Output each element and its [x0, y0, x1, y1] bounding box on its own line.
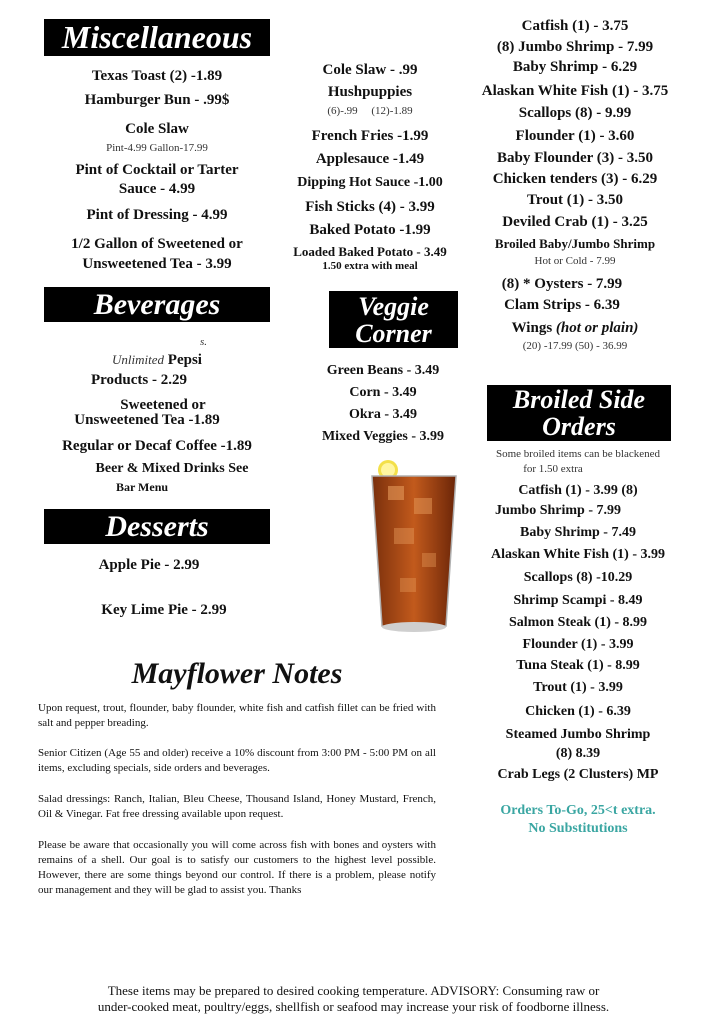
menu-item: Bar Menu: [115, 480, 169, 494]
menu-item: Green Beans - 3.49: [326, 363, 440, 378]
menu-item: Alaskan White Fish (1) - 3.99: [491, 547, 665, 562]
menu-item: Unsweetened Tea -1.89: [74, 412, 220, 428]
menu-item: Sauce - 4.99: [118, 181, 196, 197]
menu-item: Salmon Steak (1) - 8.99: [508, 615, 648, 630]
menu-item: Beer & Mixed Drinks See: [95, 461, 249, 476]
menu-item: Chicken tenders (3) - 6.29: [492, 171, 658, 187]
menu-item: Regular or Decaf Coffee -1.89: [62, 438, 252, 454]
menu-item: Chicken (1) - 6.39: [525, 704, 631, 719]
menu-item: Applesauce -1.49: [315, 151, 425, 167]
menu-item: 1/2 Gallon of Sweetened or: [71, 236, 243, 252]
menu-item: Baby Shrimp - 7.49: [520, 525, 636, 540]
menu-item: Baked Potato -1.99: [309, 222, 431, 238]
pepsi-line: [44, 351, 270, 369]
advisory-line: under-cooked meat, poultry/eggs, shellfish or seafood may increase your risk of foodborne illness.: [97, 999, 610, 1014]
beverages-header: Beverages: [44, 287, 270, 322]
menu-item: Loaded Baked Potato - 3.49: [293, 244, 447, 259]
blackened-note: Some broiled items can be blackened: [495, 448, 661, 460]
menu-item: Crab Legs (2 Clusters) MP: [497, 767, 659, 782]
menu-item: Trout (1) - 3.99: [533, 680, 623, 695]
advisory-line: These items may be prepared to desired cooking temperature. ADVISORY: Consuming raw or: [107, 983, 600, 998]
broiled-title: Broiled Side: [512, 385, 646, 414]
wings-prices: (20) -17.99 (50) - 36.99: [522, 340, 628, 352]
note-paragraph: Salad dressings: Ranch, Italian, Bleu Cheese, Thousand Island, Honey Mustard, French, Oil & Vinegar. Fat free dressing available upon request.: [38, 793, 436, 820]
menu-item: Corn - 3.49: [349, 385, 417, 400]
menu-item: Flounder (1) - 3.99: [522, 637, 634, 652]
miscellaneous-header: Miscellaneous: [44, 19, 270, 56]
menu-item: Jumbo Shrimp - 7.99: [494, 503, 622, 518]
desserts-header: Desserts: [44, 509, 270, 544]
menu-item: (8) 8.39: [555, 746, 601, 761]
menu-item: Broiled Baby/Jumbo Shrimp: [494, 236, 656, 251]
stray-text: s.: [200, 336, 208, 348]
iced-tea-glass-image: [364, 458, 464, 634]
menu-item: (8) * Oysters - 7.99: [501, 276, 623, 292]
unlimited-label: Unlimited: [112, 352, 165, 367]
note-paragraph: Please be aware that occasionally you will come across fish with bones and oysters with remains of a shell. Our goal is to satisfy our customers to the highest level possible. However, there are some things beyond our control. If there is a problem, please notify our management and they will be glad to assist you. Thanks: [38, 839, 436, 896]
menu-item: Hushpuppies: [327, 84, 413, 100]
cole-slaw-prices: Pint-4.99 Gallon-17.99: [106, 142, 208, 154]
wings-style: (hot or plain): [555, 320, 639, 336]
menu-item: Clam Strips - 6.39: [504, 297, 620, 313]
menu-item: Steamed Jumbo Shrimp: [505, 727, 651, 742]
menu-item: Shrimp Scampi - 8.49: [513, 593, 643, 608]
menu-item: Mixed Veggies - 3.99: [321, 429, 445, 444]
menu-item: Trout (1) - 3.50: [526, 192, 624, 208]
note-paragraph: Senior Citizen (Age 55 and older) receive a 10% discount from 3:00 PM - 5:00 PM on all items, excluding specials, side orders and beverages.: [38, 747, 436, 774]
menu-item: Products - 2.29: [91, 372, 187, 388]
no-substitutions-note: No Substitutions: [528, 821, 628, 836]
broiled-shrimp-price: Hot or Cold - 7.99: [534, 255, 616, 267]
loaded-potato-extra: 1.50 extra with meal: [322, 260, 418, 272]
menu-item: Baby Shrimp - 6.29: [512, 59, 638, 75]
mayflower-notes-title: Mayflower Notes: [131, 657, 343, 690]
menu-item: Cole Slaw - .99: [322, 62, 418, 78]
broiled-side-orders-header: [487, 385, 671, 441]
hushpuppies-prices: (6)-.99 (12)-1.89: [327, 105, 413, 117]
menu-item: Deviled Crab (1) - 3.25: [502, 214, 648, 230]
veggie-corner-header: [329, 291, 458, 348]
menu-item: Catfish (1) - 3.99 (8): [518, 483, 638, 498]
orders-title: Orders: [542, 412, 616, 441]
menu-item: Alaskan White Fish (1) - 3.75: [481, 83, 669, 99]
corner-title: Corner: [355, 319, 432, 348]
to-go-note: Orders To-Go, 25<t extra.: [500, 803, 656, 818]
blackened-note: for 1.50 extra: [523, 463, 583, 475]
menu-item: Scallops (8) - 9.99: [518, 105, 632, 121]
menu-item: Key Lime Pie - 2.99: [101, 602, 227, 618]
note-paragraph: Upon request, trout, flounder, baby flounder, white fish and catfish fillet can be fried with salt and pepper breading.: [38, 702, 436, 729]
menu-item: Pint of Cocktail or Tarter: [75, 162, 239, 178]
menu-item: Catfish (1) - 3.75: [521, 18, 629, 34]
menu-item: Flounder (1) - 3.60: [515, 128, 635, 144]
menu-item: Scallops (8) -10.29: [523, 570, 633, 585]
menu-item: Baby Flounder (3) - 3.50: [497, 150, 653, 166]
veggie-title: Veggie: [358, 292, 429, 321]
menu-item: Unsweetened Tea - 3.99: [82, 256, 232, 272]
wings-line: [472, 319, 678, 337]
menu-item: Dipping Hot Sauce -1.00: [297, 175, 443, 190]
menu-item: Okra - 3.49: [348, 407, 418, 422]
menu-item: Cole Slaw: [125, 121, 189, 137]
menu-item: French Fries -1.99: [311, 128, 429, 144]
menu-item: Hamburger Bun - .99$: [84, 92, 230, 108]
wings-label: Wings: [511, 320, 553, 336]
menu-item: Pint of Dressing - 4.99: [86, 207, 228, 223]
pepsi-label: Pepsi: [167, 352, 202, 368]
menu-item: Texas Toast (2) -1.89: [91, 68, 223, 84]
menu-item: (8) Jumbo Shrimp - 7.99: [496, 39, 654, 55]
menu-item: Sweetened or: [120, 397, 206, 413]
menu-item: Tuna Steak (1) - 8.99: [516, 658, 640, 673]
menu-item: Fish Sticks (4) - 3.99: [305, 199, 435, 215]
menu-item: Apple Pie - 2.99: [98, 557, 200, 573]
